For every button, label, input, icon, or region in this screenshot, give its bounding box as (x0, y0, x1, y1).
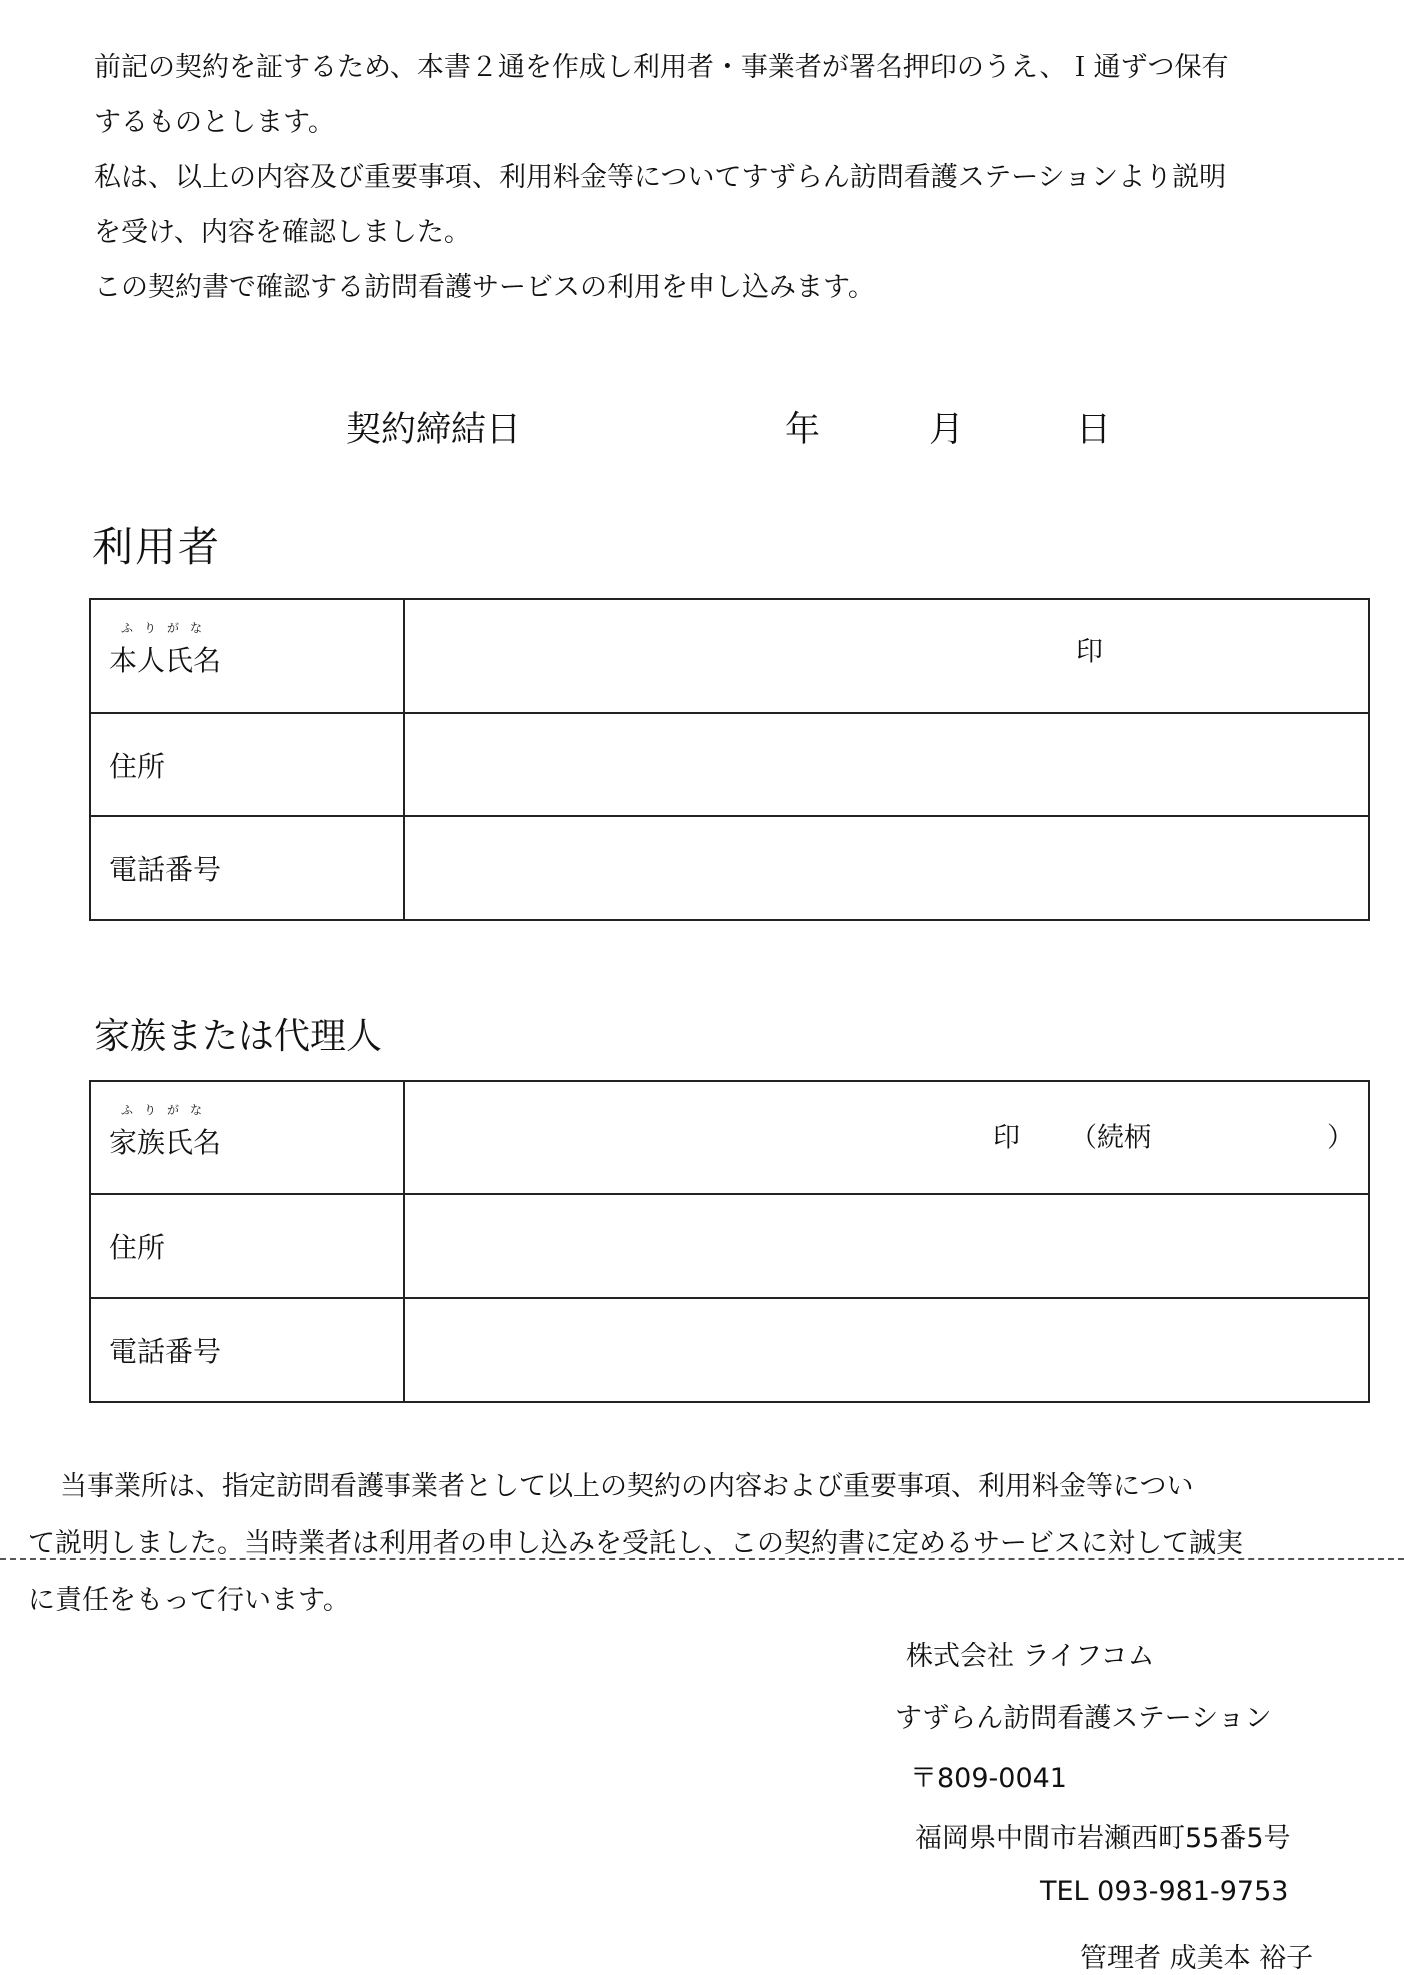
contract-date-year: 年 (785, 410, 821, 450)
user-address-label: 住所 (90, 713, 404, 816)
user-phone-row (90, 816, 1369, 920)
user-name-field[interactable] (404, 599, 1369, 713)
company-station-name: すずらん訪問看護ステーション (895, 1703, 1272, 1734)
company-corp-name: 株式会社 ライフコム (906, 1641, 1155, 1672)
family-name-furigana: ふりがな (121, 1102, 214, 1117)
family-phone-field[interactable] (404, 1298, 1369, 1402)
intro-line-3: 私は、以上の内容及び重要事項、利用料金等についてすずらん訪問看護ステーションより説明 (94, 162, 1227, 193)
relation-label: （続柄 (1070, 1122, 1151, 1154)
user-name-label: 本人氏名 (109, 644, 222, 677)
user-phone-label: 電話番号 (90, 816, 404, 920)
user-info-table (89, 598, 1370, 921)
family-name-label-cell (90, 1081, 404, 1194)
family-section-title: 家族または代理人 (94, 1016, 383, 1057)
family-name-label: 家族氏名 (109, 1125, 222, 1159)
family-address-label: 住所 (90, 1194, 404, 1298)
family-name-label-wrap (109, 1102, 222, 1161)
user-name-furigana: ふりがな (121, 621, 214, 635)
contract-date-label: 契約締結日 (346, 410, 522, 450)
user-seal-mark: 印 (1076, 636, 1103, 668)
user-section-title: 利用者 (92, 523, 221, 571)
company-address: 福岡県中間市岩瀬西町55番5号 (915, 1823, 1291, 1854)
family-info-table (89, 1080, 1370, 1403)
family-phone-label: 電話番号 (90, 1298, 404, 1402)
family-address-row (90, 1194, 1369, 1298)
contract-date-day: 日 (1076, 410, 1112, 450)
intro-line-2: するものとします。 (94, 107, 335, 138)
family-name-field[interactable] (404, 1081, 1369, 1194)
closing-line-2: て説明しました。当時業者は利用者の申し込みを受託し、この契約書に定めるサービスに対して誠実 (28, 1528, 1243, 1559)
intro-paragraph (94, 40, 1364, 315)
family-name-row (90, 1081, 1369, 1194)
user-name-row (90, 599, 1369, 713)
intro-line-5: この契約書で確認する訪問看護サービスの利用を申し込みます。 (94, 272, 875, 303)
user-phone-field[interactable] (404, 816, 1369, 920)
company-phone: TEL 093-981-9753 (1040, 1876, 1289, 1907)
relation-close: ） (1327, 1122, 1354, 1154)
company-manager: 管理者 成美本 裕子 (1080, 1943, 1314, 1974)
family-phone-row (90, 1298, 1369, 1402)
family-seal-mark: 印 (993, 1122, 1020, 1154)
closing-paragraph (0, 1458, 1404, 1629)
user-name-label-cell (90, 599, 404, 713)
closing-line-3: に責任をもって行います。 (28, 1585, 350, 1616)
intro-line-4: を受け、内容を確認しました。 (94, 217, 471, 248)
user-address-row (90, 713, 1369, 816)
contract-date-month: 月 (929, 410, 965, 450)
company-postal-code: 〒809-0041 (910, 1763, 1067, 1794)
contract-date-row (0, 402, 1404, 452)
closing-line-1: 当事業所は、指定訪問看護事業者として以上の契約の内容および重要事項、利用料金等につい (60, 1471, 1194, 1502)
family-address-field[interactable] (404, 1194, 1369, 1298)
user-name-label-wrap (109, 621, 222, 679)
user-address-field[interactable] (404, 713, 1369, 816)
intro-line-1: 前記の契約を証するため、本書２通を作成し利用者・事業者が署名押印のうえ、Ｉ通ずつ保有 (94, 52, 1229, 83)
fold-dashed-line (0, 1558, 1404, 1560)
